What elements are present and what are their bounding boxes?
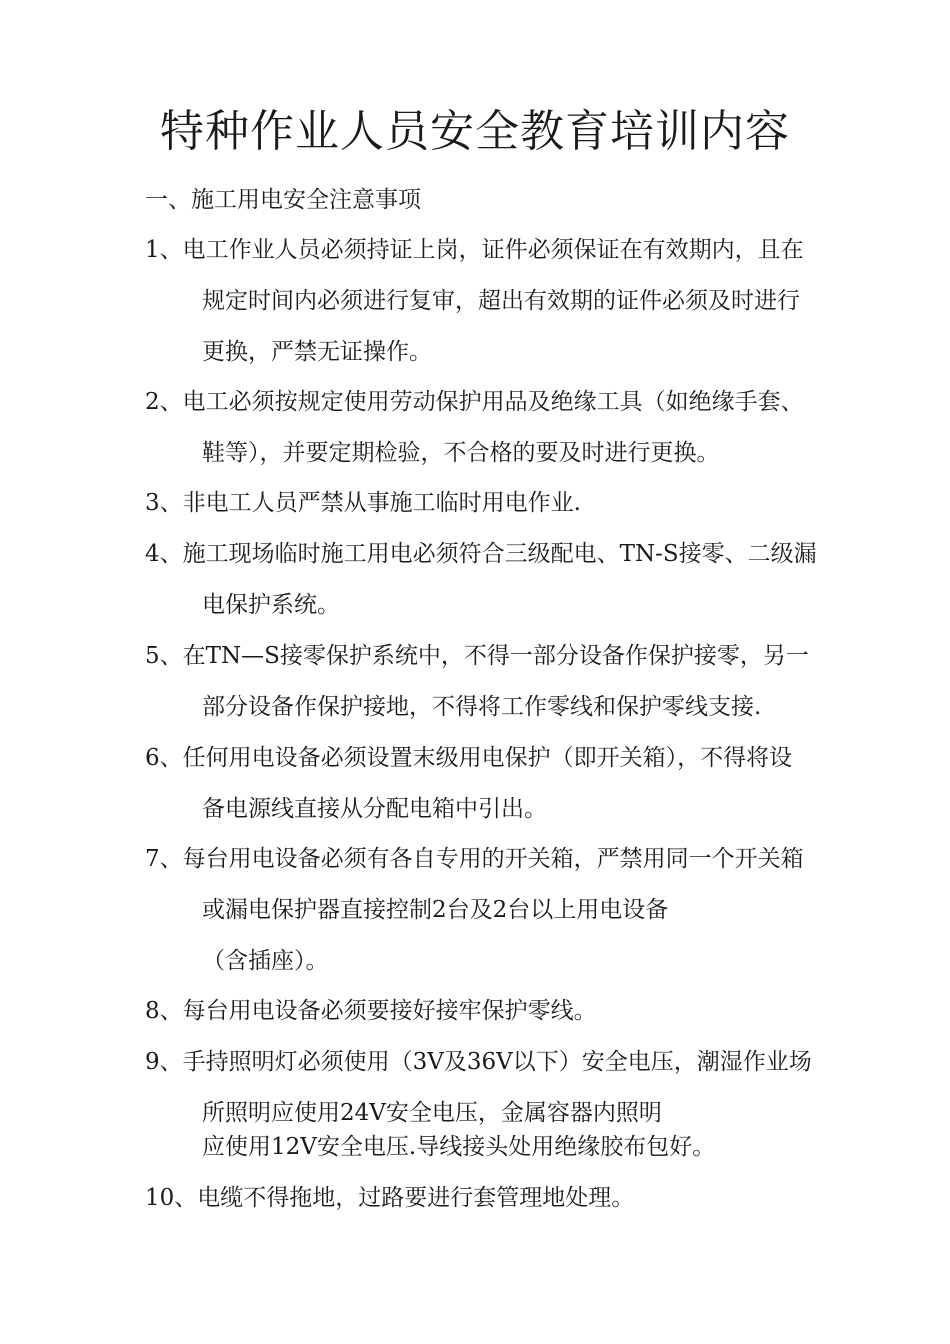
item-1-line-2: 规定时间内必须进行复审，超出有效期的证件必须及时进行 (202, 288, 800, 314)
item-8-line-1: 8、每台用电设备必须要接好接牢保护零线。 (145, 998, 597, 1024)
item-6-line-2: 备电源线直接从分配电箱中引出。 (202, 796, 547, 822)
item-9-line-2: 所照明应使用24V安全电压，金属容器内照明 (202, 1100, 662, 1126)
item-6-line-1: 6、任何用电设备必须设置末级用电保护（即开关箱），不得将设 (145, 745, 793, 771)
item-7-line-3: （含插座）。 (202, 948, 329, 974)
item-5-line-2: 部分设备作保护接地，不得将工作零线和保护零线支接. (202, 694, 762, 720)
item-2-line-1: 2、电工必须按规定使用劳动保护用品及绝缘工具（如绝缘手套、 (145, 389, 804, 415)
item-3-line-1: 3、非电工人员严禁从事施工临时用电作业. (145, 490, 581, 516)
item-1-line-3: 更换，严禁无证操作。 (202, 339, 432, 365)
item-4-line-1: 4、施工现场临时施工用电必须符合三级配电、TN-S接零、二级漏 (145, 541, 817, 567)
section-heading: 一、施工用电安全注意事项 (145, 187, 421, 213)
item-9-line-1: 9、手持照明灯必须使用（3V及36V以下）安全电压，潮湿作业场 (145, 1049, 812, 1075)
item-7-line-2: 或漏电保护器直接控制2台及2台以上用电设备 (202, 897, 669, 923)
item-1-line-1: 1、电工作业人员必须持证上岗，证件必须保证在有效期内，且在 (145, 237, 804, 263)
item-9-line-3: 应使用12V安全电压.导线接头处用绝缘胶布包好。 (202, 1134, 716, 1160)
item-2-line-2: 鞋等），并要定期检验，不合格的要及时进行更换。 (202, 440, 720, 466)
item-10-line-1: 10、电缆不得拖地，过路要进行套管理地处理。 (145, 1185, 635, 1211)
item-5-line-1: 5、在TN—S接零保护系统中，不得一部分设备作保护接零，另一 (145, 643, 809, 669)
item-4-line-2: 电保护系统。 (202, 592, 340, 618)
page-title: 特种作业人员安全教育培训内容 (160, 106, 790, 157)
item-7-line-1: 7、每台用电设备必须有各自专用的开关箱，严禁用同一个开关箱 (145, 846, 804, 872)
